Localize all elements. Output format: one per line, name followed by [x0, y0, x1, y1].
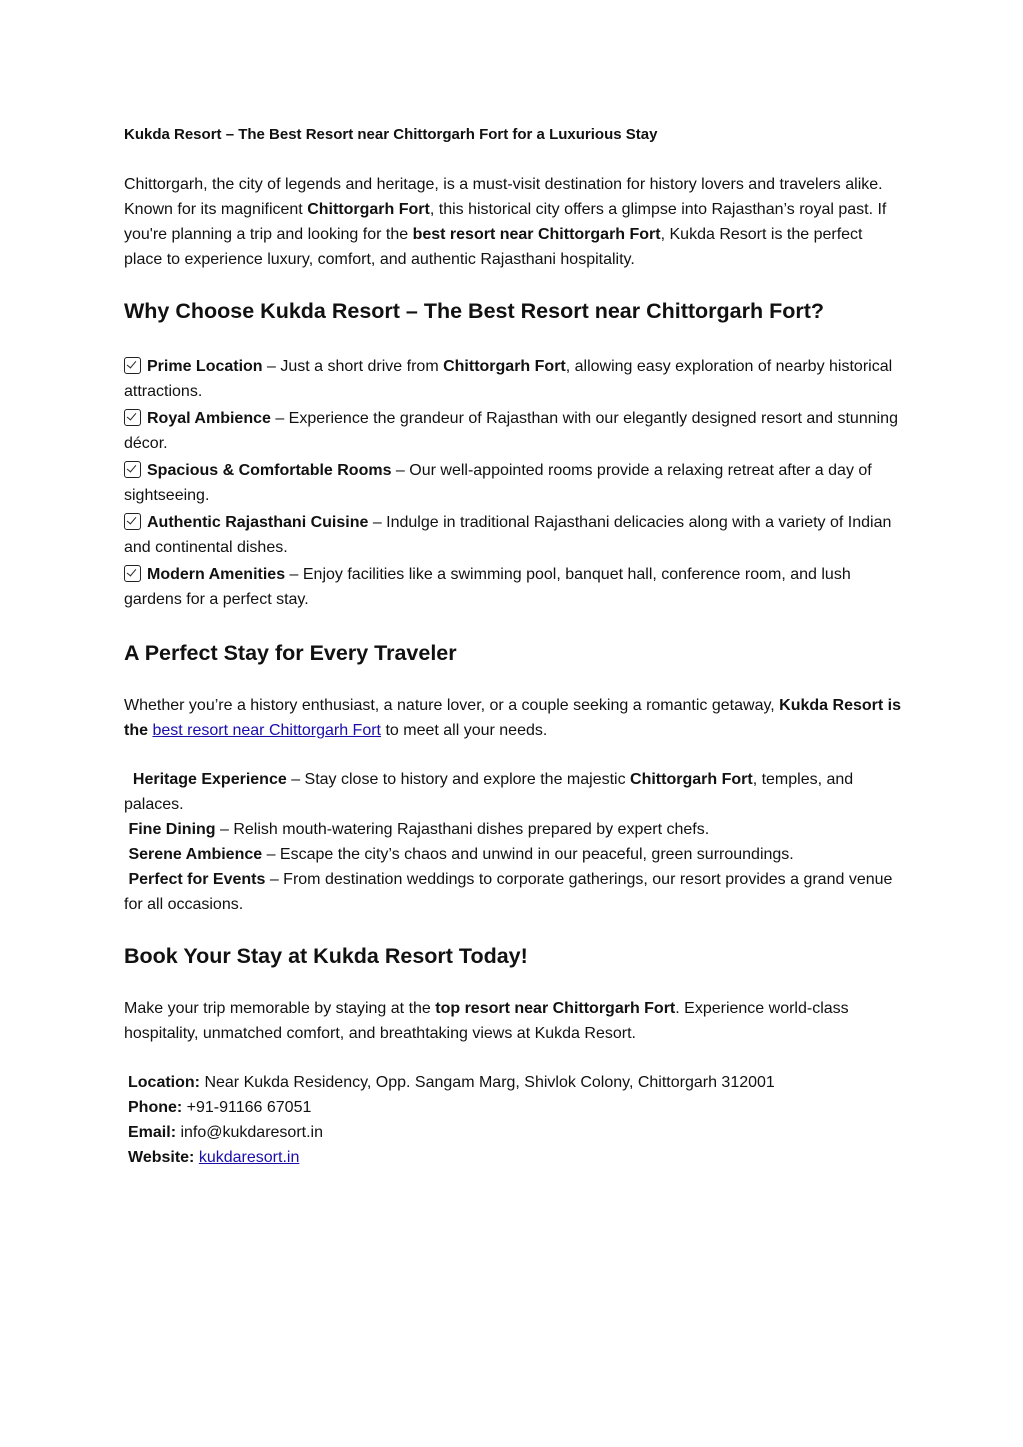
checkbox-icon [124, 357, 141, 374]
contact-phone [128, 1095, 904, 1120]
document-title: Kukda Resort – The Best Resort near Chittorgarh Fort for a Luxurious Stay [124, 126, 658, 143]
book-text-1: Make your trip memorable by staying at the [124, 1000, 436, 1017]
book-text-2: . Experience world-class hospitality, unmatched comfort, and breathtaking views at Kukda Resort. [124, 1000, 849, 1042]
book-stay-paragraph [124, 996, 904, 1046]
book-stay-heading: Book Your Stay at Kukda Resort Today! [124, 944, 528, 968]
benefits-list [124, 767, 904, 917]
feature-text-2: , allowing easy exploration of nearby historical attractions. [124, 358, 893, 400]
email-label: Email: [128, 1124, 177, 1141]
feature-title: Royal Ambience [147, 410, 271, 427]
feature-text: – Our well-appointed rooms provide a relaxing retreat after a day of sightseeing. [124, 462, 872, 504]
website-label: Website: [128, 1149, 195, 1166]
intro-paragraph [124, 172, 904, 272]
benefit-text: – From destination weddings to corporate gatherings, our resort provides a grand venue for all occasions. [124, 871, 893, 913]
intro-bold-1: Chittorgarh Fort [307, 201, 430, 218]
feature-text: – Experience the grandeur of Rajasthan with our elegantly designed resort and stunning décor. [124, 410, 898, 452]
perfect-bold-1: Kukda Resort is the [124, 697, 901, 739]
benefit-bold-2: Chittorgarh Fort [630, 771, 753, 788]
feature-text: – Just a short drive from [262, 358, 444, 375]
intro-text-3: , Kukda Resort is the perfect place to experience luxury, comfort, and authentic Rajasthani hospitality. [124, 226, 863, 268]
benefit-text: – Escape the city’s chaos and unwind in our peaceful, green surroundings. [262, 846, 794, 863]
checkbox-icon [124, 409, 141, 426]
feature-title: Authentic Rajasthani Cuisine [147, 514, 369, 531]
perfect-stay-heading: A Perfect Stay for Every Traveler [124, 641, 457, 665]
phone-value: +91-91166 67051 [182, 1099, 312, 1116]
benefit-item [124, 842, 904, 867]
benefit-title: Serene Ambience [128, 846, 263, 863]
checkbox-icon [124, 461, 141, 478]
checkbox-icon [124, 565, 141, 582]
feature-text: – Indulge in traditional Rajasthani delicacies along with a variety of Indian and continental dishes. [124, 514, 892, 556]
perfect-stay-paragraph [124, 693, 904, 743]
benefit-title: Fine Dining [128, 821, 216, 838]
intro-bold-2: best resort near Chittorgarh Fort [412, 226, 661, 243]
perfect-text-1: Whether you’re a history enthusiast, a nature lover, or a couple seeking a romantic getaway, [124, 697, 780, 714]
best-resort-link[interactable]: best resort near Chittorgarh Fort [152, 722, 381, 739]
benefit-item [124, 767, 904, 817]
location-label: Location: [128, 1074, 200, 1091]
benefit-text: – Relish mouth-watering Rajasthani dishes prepared by expert chefs. [215, 821, 710, 838]
feature-title: Modern Amenities [147, 566, 286, 583]
checkbox-icon [124, 513, 141, 530]
perfect-text-2: to meet all your needs. [381, 722, 548, 739]
feature-item [124, 354, 904, 404]
feature-title: Prime Location [147, 358, 263, 375]
website-link[interactable]: kukdaresort.in [198, 1149, 300, 1166]
intro-text-2: , this historical city offers a glimpse into Rajasthan’s royal past. If you're planning a trip and looking for the [124, 201, 887, 243]
location-value: Near Kukda Residency, Opp. Sangam Marg, Shivlok Colony, Chittorgarh 312001 [200, 1074, 775, 1091]
feature-item [124, 406, 904, 456]
contact-website [128, 1145, 904, 1170]
benefit-text-2: , temples, and palaces. [124, 771, 854, 813]
benefit-title: Perfect for Events [128, 871, 266, 888]
book-bold-1: top resort near Chittorgarh Fort [435, 1000, 676, 1017]
benefit-title: Heritage Experience [132, 771, 287, 788]
benefit-text: – Stay close to history and explore the majestic [286, 771, 631, 788]
contact-email [128, 1120, 904, 1145]
contact-details [128, 1070, 904, 1170]
contact-location [128, 1070, 904, 1095]
feature-item [124, 510, 904, 560]
feature-item [124, 458, 904, 508]
phone-label: Phone: [128, 1099, 183, 1116]
feature-bold-2: Chittorgarh Fort [443, 358, 566, 375]
intro-text-1: Chittorgarh, the city of legends and heritage, is a must-visit destination for history lovers and travelers alike. Known for its magnificent [124, 176, 883, 218]
feature-title: Spacious & Comfortable Rooms [147, 462, 392, 479]
features-list [124, 354, 904, 614]
feature-text: – Enjoy facilities like a swimming pool, banquet hall, conference room, and lush gardens for a perfect stay. [124, 566, 851, 608]
benefit-item [124, 817, 904, 842]
benefit-item [124, 867, 904, 917]
feature-item [124, 562, 904, 612]
email-value: info@kukdaresort.in [176, 1124, 323, 1141]
why-choose-heading: Why Choose Kukda Resort – The Best Resort near Chittorgarh Fort? [124, 299, 825, 323]
